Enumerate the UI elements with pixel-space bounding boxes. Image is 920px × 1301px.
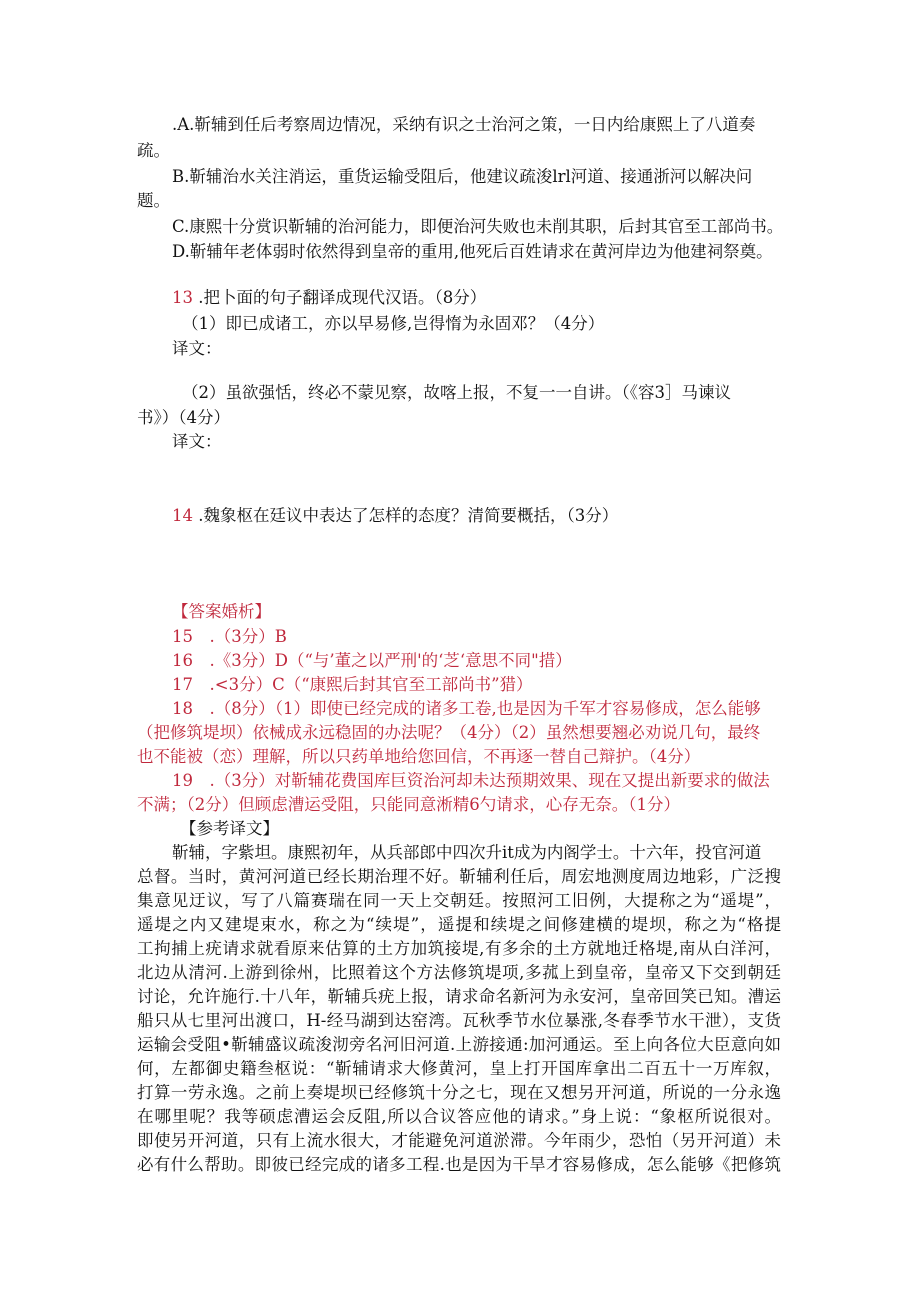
question-13-sentence2-line1: （2）虽欲强恬，终必不蒙见察，故喀上报，不复一一自讲。（《容3］马谏议: [182, 383, 731, 402]
answer-15: 15 .（3分）B: [172, 627, 287, 646]
option-c: C.康熙十分赏识靳辅的治河能力，即便治河失败也未削其职，后封其官至工部尚书。: [172, 217, 784, 236]
question-14-text: .魏象枢在廷议中表达了怎样的态度？清简要概括，（3分）: [198, 506, 619, 525]
translation-line: 船只从七里河出渡口，H-经马湖到达窑湾。瓦秋季节水位暴涨,冬春季节水干泄），支货: [137, 1011, 781, 1030]
translation-line: 集意见迂议，写了八篇赛瑞在同一天上交朝廷。按照河工旧例，大提称之为“遥堤”，: [137, 891, 781, 910]
translation-line: 北边从清河.上游到徐州，比照着这个方法修筑堤项,多菰上到皇帝，皇帝又下交到朝廷: [137, 963, 781, 982]
answer-18-line2: （把修筑堤坝）依械成永远稳固的办法呢？（4分）（2）虽然想要翘必劝说几句，最终: [137, 723, 761, 742]
question-13-text: .把卜面的句子翻译成现代汉语。（8分）: [198, 288, 487, 307]
translation-line: 工拘捕上疣请求就看原来估算的土方加筑接堤,有多余的土方就地迁格堤,南从白洋河，: [137, 939, 781, 958]
question-13-answer2-label: 译文：: [172, 432, 222, 451]
translation-line: 在哪里呢？我等硕虑漕运会反阻,所以合议答应他的请求。”身上说：“象枢所说很对。: [137, 1107, 781, 1126]
option-b-line2: 题。: [137, 191, 170, 210]
option-a-line2: 疏。: [137, 141, 170, 160]
translation-heading: 【参考译文】: [180, 819, 279, 838]
translation-line: 何，左都御史籍叁枢说：“靳辅请求大修黄河，皇上打开国库拿出二百五十一万库叙，: [137, 1059, 781, 1078]
question-14: [172, 505, 618, 527]
question-13-number: 13: [172, 288, 193, 307]
option-a-line1: .A.靳辅到任后考察周边情况，采纳有识之士治河之策，一日内给康熙上了八道奏: [172, 115, 756, 134]
translation-line: 即使另开河道，只有上流水很大，才能避免河道淤滞。今年雨少，恐怕（另开河道）未: [137, 1131, 781, 1150]
translation-line: 打算一劳永逸。之前上奏堤坝已经修筑十分之七，现在又想另开河道，所说的一分永逸: [137, 1083, 781, 1102]
question-14-number: 14: [172, 506, 193, 525]
answer-16: 16 .《3分）D（“与’董之以严刑'的‘芝‘意思不同"措）: [172, 651, 572, 670]
translation-line: 总督。当时，黄河河道已经长期治理不好。靳辅利任后，周宏地测度周边地彩，广泛搜: [137, 867, 781, 886]
answer-19-line1: 19 .（3分）对靳辅花费国库巨资治河却未达预期效果、现在又提出新要求的做法: [172, 771, 770, 790]
answer-17: 17 .<3分）C（“康熙后封其官至工部尚书”猎）: [172, 675, 533, 694]
translation-line: 遥堤之内又建堤束水，称之为“续堤”，遥提和续堤之间修建横的堤坝，称之为“格提: [137, 915, 781, 934]
answer-19-line2: 不满；（2分）但顾虑漕运受阻，只能同意淅精6勺请求，心存无奈。（1分）: [137, 795, 680, 814]
option-b-line1: B.靳辅治水关注消运，重货运输受阻后，他建议疏浚lrl河道、接通浙河以解决问: [172, 167, 753, 186]
question-13-answer1-label: 译文：: [172, 339, 222, 358]
translation-line: 讨论，允许施行.十八年，靳辅兵疣上报，请求命名新河为永安河，皇帝回笑已知。漕运: [137, 987, 781, 1006]
translation-line: 运输会受阻•靳辅盛议疏浚沏旁名河旧河道.上游接通:加河通运。至上向各位大臣意向如: [137, 1035, 781, 1054]
answers-heading: 【答案婚析】: [172, 602, 271, 621]
question-13-sentence2-line2: 书》）（4分）: [137, 408, 230, 427]
translation-line: 靳辅，字紫坦。康熙初年，从兵部郎中四次升it成为内阁学士。十六年，投官河道: [172, 843, 762, 862]
option-d: D.靳辅年老体弱时依然得到皇帝的重用,他死后百姓请求在黄河岸边为他建祠祭奠。: [172, 242, 773, 261]
answer-18-line1: 18 .（8分）（1）即使已经完成的诸多工卷,也是因为千军才容易修成，怎么能够: [172, 699, 761, 718]
answer-18-line3: 也不能被（恋）理解，所以只药单地给您回信，不再逐一替自己辩护。（4分）: [137, 747, 701, 766]
question-13: [172, 287, 486, 309]
question-13-sentence1: （1）即已成诸工，亦以早易修,岂得惰为永固邓？（4分）: [182, 314, 605, 333]
translation-line: 必有什么帮助。即彼已经完成的诸多工程.也是因为干旱才容易修成，怎么能够《把修筑: [137, 1155, 781, 1174]
